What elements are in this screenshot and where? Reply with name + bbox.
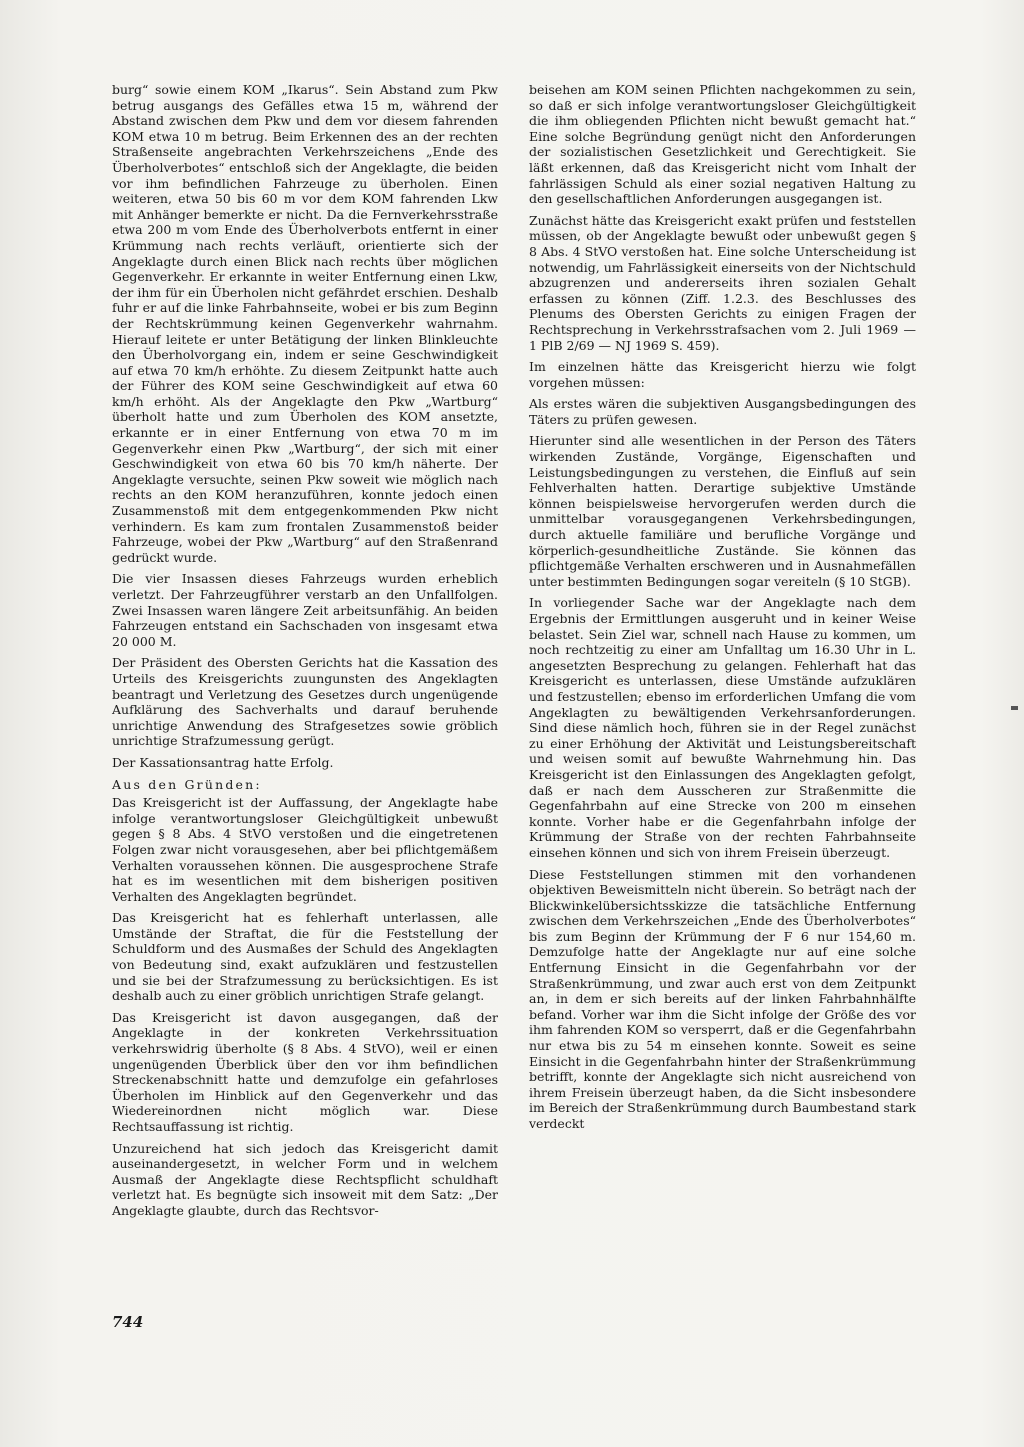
paragraph: Zunächst hätte das Kreisgericht exakt prüfen und feststellen müssen, ob der Angeklagte bewußt oder unbewußt gegen § 8 Abs. 4 StVO verstoßen hat. Eine solche Unterscheidung ist notwendig, um Fahrlässigkeit einerseits von der Nichtschuld abzugrenzen und andererseits ihren sozialen Gehalt erfassen zu können (Ziff. 1.2.3. des Beschlusses des Plenums des Obersten Gerichts zu einigen Fragen der Rechtsprechung in Verkehrsstrafsachen vom 2. Juli 1969 — 1 PlB 2/69 — NJ 1969 S. 459). xyxy=(529,212,916,353)
page-number: 744 xyxy=(112,1313,144,1331)
paragraph: Unzureichend hat sich jedoch das Kreisgericht damit auseinandergesetzt, in welcher Form und in welchem Ausmaß der Angeklagte diese Rechtspflicht schuldhaft verletzt hat. Es begnügte sich insoweit mit dem Satz: „Der Angeklagte glaubte, durch das Rechtsvor- xyxy=(112,1140,498,1218)
paragraph: Der Präsident des Obersten Gerichts hat die Kassation des Urteils des Kreisgerichts zuungunsten des Angeklagten beantragt und Verletzung des Gesetzes durch ungenügende Aufklärung des Sachverhalts und darauf beruhende unrichtige Anwendung des Strafgesetzes sowie gröblich unrichtige Strafzumessung gerügt. xyxy=(112,655,498,749)
section-heading: Aus den Gründen: xyxy=(112,776,262,792)
paragraph: Das Kreisgericht ist der Auffassung, der Angeklagte habe infolge verantwortungsloser Gleichgültigkeit unbewußt gegen § 8 Abs. 4 StVO verstoßen und die eingetretenen Folgen zwar nicht vorausgesehen, aber bei pflichtgemäßem Verhalten voraussehen können. Die ausgesprochene Strafe hat es im wesentlichen mit dem bisherigen positiven Verhalten des Angeklagten begründet. xyxy=(112,795,498,904)
paragraph: burg“ sowie einem KOM „Ikarus“. Sein Abstand zum Pkw betrug ausgangs des Gefälles etwa 15 m, während der Abstand zwischen dem Pkw und dem vor diesem fahrenden KOM etwa 10 m betrug. Beim Erkennen des an der rechten Straßenseite angebrachten Verkehrszeichens „Ende des Überholverbotes“ entschloß sich der Angeklagte, die beiden vor ihm befindlichen Fahrzeuge zu überholen. Einen weiteren, etwa 50 bis 60 m vor dem KOM fahrenden Lkw mit Anhänger bemerkte er nicht. Da die Fernverkehrsstraße etwa 200 m vom Ende des Überholverbots entfernt in einer Krümmung nach rechts verläuft, orientierte sich der Angeklagte durch einen Blick nach rechts über möglichen Gegenverkehr. Er erkannte in weiter Entfernung einen Lkw, der ihm für ein Überholen nicht gefährdet erschien. Deshalb fuhr er auf die linke Fahrbahnseite, wobei er bis zum Beginn der Rechtskrümmung keinen Gegenverkehr wahrnahm. Hierauf leitete er unter Betätigung der linken Blinkleuchte den Überholvorgang ein, indem er seine Geschwindigkeit auf etwa 70 km/h erhöhte. Zu diesem Zeitpunkt hatte auch der Führer des KOM seine Geschwindigkeit auf etwa 60 km/h erhöht. Als der Angeklagte den Pkw „Wartburg“ überholt hatte und zum Überholen des KOM ansetzte, erkannte er in einer Entfernung von etwa 70 m im Gegenverkehr einen Pkw „Wartburg“, der sich mit einer Geschwindigkeit von etwa 60 bis 70 km/h näherte. Der Angeklagte versuchte, seinen Pkw soweit wie möglich nach rechts an den KOM heranzuführen, konnte jedoch einen Zusammenstoß mit dem entgegenkommenden Pkw nicht verhindern. Es kam zum frontalen Zusammenstoß beider Fahrzeuge, wobei der Pkw „Wartburg“ auf den Straßenrand gedrückt wurde. xyxy=(112,82,498,565)
right-column xyxy=(529,82,916,1138)
paragraph: Der Kassationsantrag hatte Erfolg. xyxy=(112,754,334,770)
paragraph: In vorliegender Sache war der Angeklagte nach dem Ergebnis der Ermittlungen ausgeruht und in keiner Weise belastet. Sein Ziel war, schnell nach Hause zu kommen, um noch rechtzeitig zu einer am Unfalltag um 16.30 Uhr in L. angesetzten Besprechung zu gelangen. Fehlerhaft hat das Kreisgericht es unterlassen, diese Umstände aufzuklären und festzustellen; ebenso im erforderlichen Umfang die vom Angeklagten zu bewältigenden Verkehrsanforderungen. Sind diese nämlich hoch, führen sie in der Regel zunächst zu einer Erhöhung der Aktivität und Leistungsbereitschaft und weisen somit auf bewußte Wahrnehmung hin. Das Kreisgericht ist den Einlassungen des Angeklagten gefolgt, daß er nach dem Ausscheren zur Straßenmitte die Gegenfahrbahn auf eine Strecke von 200 m einsehen konnte. Vorher habe er die Gegenfahrbahn infolge der Krümmung der Straße von der rechten Fahrbahnseite einsehen können und sich von ihrem Freisein überzeugt. xyxy=(529,595,916,860)
margin-mark xyxy=(1011,706,1018,710)
paragraph: Im einzelnen hätte das Kreisgericht hierzu wie folgt vorgehen müssen: xyxy=(529,359,916,390)
paragraph: Das Kreisgericht hat es fehlerhaft unterlassen, alle Umstände der Straftat, die für die Feststellung der Schuldform und des Ausmaßes der Schuld des Angeklagten von Bedeutung sind, exakt aufzuklären und festzustellen und sie bei der Strafzumessung zu berücksichtigen. Es ist deshalb auch zu einer gröblich unrichtigen Strafe gelangt. xyxy=(112,910,498,1004)
left-column xyxy=(112,82,498,1225)
paragraph: Hierunter sind alle wesentlichen in der Person des Täters wirkenden Zustände, Vorgänge, Eigenschaften und Leistungsbedingungen zu verstehen, die Einfluß auf sein Fehlverhalten hatten. Derartige subjektive Umstände können beispielsweise hervorgerufen werden durch die unmittelbar vorausgegangenen Verkehrsbedingungen, durch aktuelle familiäre und berufliche Vorgänge und körperlich-gesundheitliche Zustände. Sie können das pflichtgemäße Verhalten erschweren und in Ausnahmefällen unter bestimmten Bedingungen sogar vereiteln (§ 10 StGB). xyxy=(529,433,916,589)
paragraph: Als erstes wären die subjektiven Ausgangsbedingungen des Täters zu prüfen gewesen. xyxy=(529,396,916,427)
paragraph: Diese Feststellungen stimmen mit den vorhandenen objektiven Beweismitteln nicht überein. So beträgt nach der Blickwinkelübersichtsskizze die tatsächliche Entfernung zwischen dem Verkehrszeichen „Ende des Überholverbotes“ bis zum Beginn der Krümmung der F 6 nur 154,60 m. Demzufolge hatte der Angeklagte nur auf eine solche Entfernung Einsicht in die Gegenfahrbahn vor der Straßenkrümmung, und zwar auch erst von dem Zeitpunkt an, in dem er sich bereits auf der linken Fahrbahnhälfte befand. Vorher war ihm die Sicht infolge der Größe des vor ihm fahrenden KOM so versperrt, daß er die Gegenfahrbahn nur etwa bis zu 54 m einsehen konnte. Soweit es seine Einsicht in die Gegenfahrbahn hinter der Straßenkrümmung betrifft, konnte der Angeklagte sich nicht ausreichend von ihrem Freisein überzeugt haben, da die Sicht insbesondere im Bereich der Straßenkrümmung durch Baumbestand stark verdeckt xyxy=(529,866,916,1131)
paragraph: beisehen am KOM seinen Pflichten nachgekommen zu sein, so daß er sich infolge verantwortungsloser Gleichgültigkeit die ihm obliegenden Pflichten nicht bewußt gemacht hat.“ Eine solche Begründung genügt nicht den Anforderungen der sozialistischen Gesetzlichkeit und Gerechtigkeit. Sie läßt erkennen, daß das Kreisgericht nicht vom Inhalt der fahrlässigen Schuld als einer sozial negativen Haltung zu den gesellschaftlichen Anforderungen ausgegangen ist. xyxy=(529,82,916,207)
paragraph: Die vier Insassen dieses Fahrzeugs wurden erheblich verletzt. Der Fahrzeugführer verstarb an den Unfallfolgen. Zwei Insassen waren längere Zeit arbeitsunfähig. An beiden Fahrzeugen entstand ein Sachschaden von insgesamt etwa 20 000 M. xyxy=(112,571,498,649)
paragraph: Das Kreisgericht ist davon ausgegangen, daß der Angeklagte in der konkreten Verkehrssituation verkehrswidrig überholte (§ 8 Abs. 4 StVO), weil er einen ungenügenden Überblick über den vor ihm befindlichen Streckenabschnitt hatte und demzufolge ein gefahrloses Überholen im Hinblick auf den Gegenverkehr und das Wiedereinordnen nicht möglich war. Diese Rechtsauffassung ist richtig. xyxy=(112,1009,498,1134)
